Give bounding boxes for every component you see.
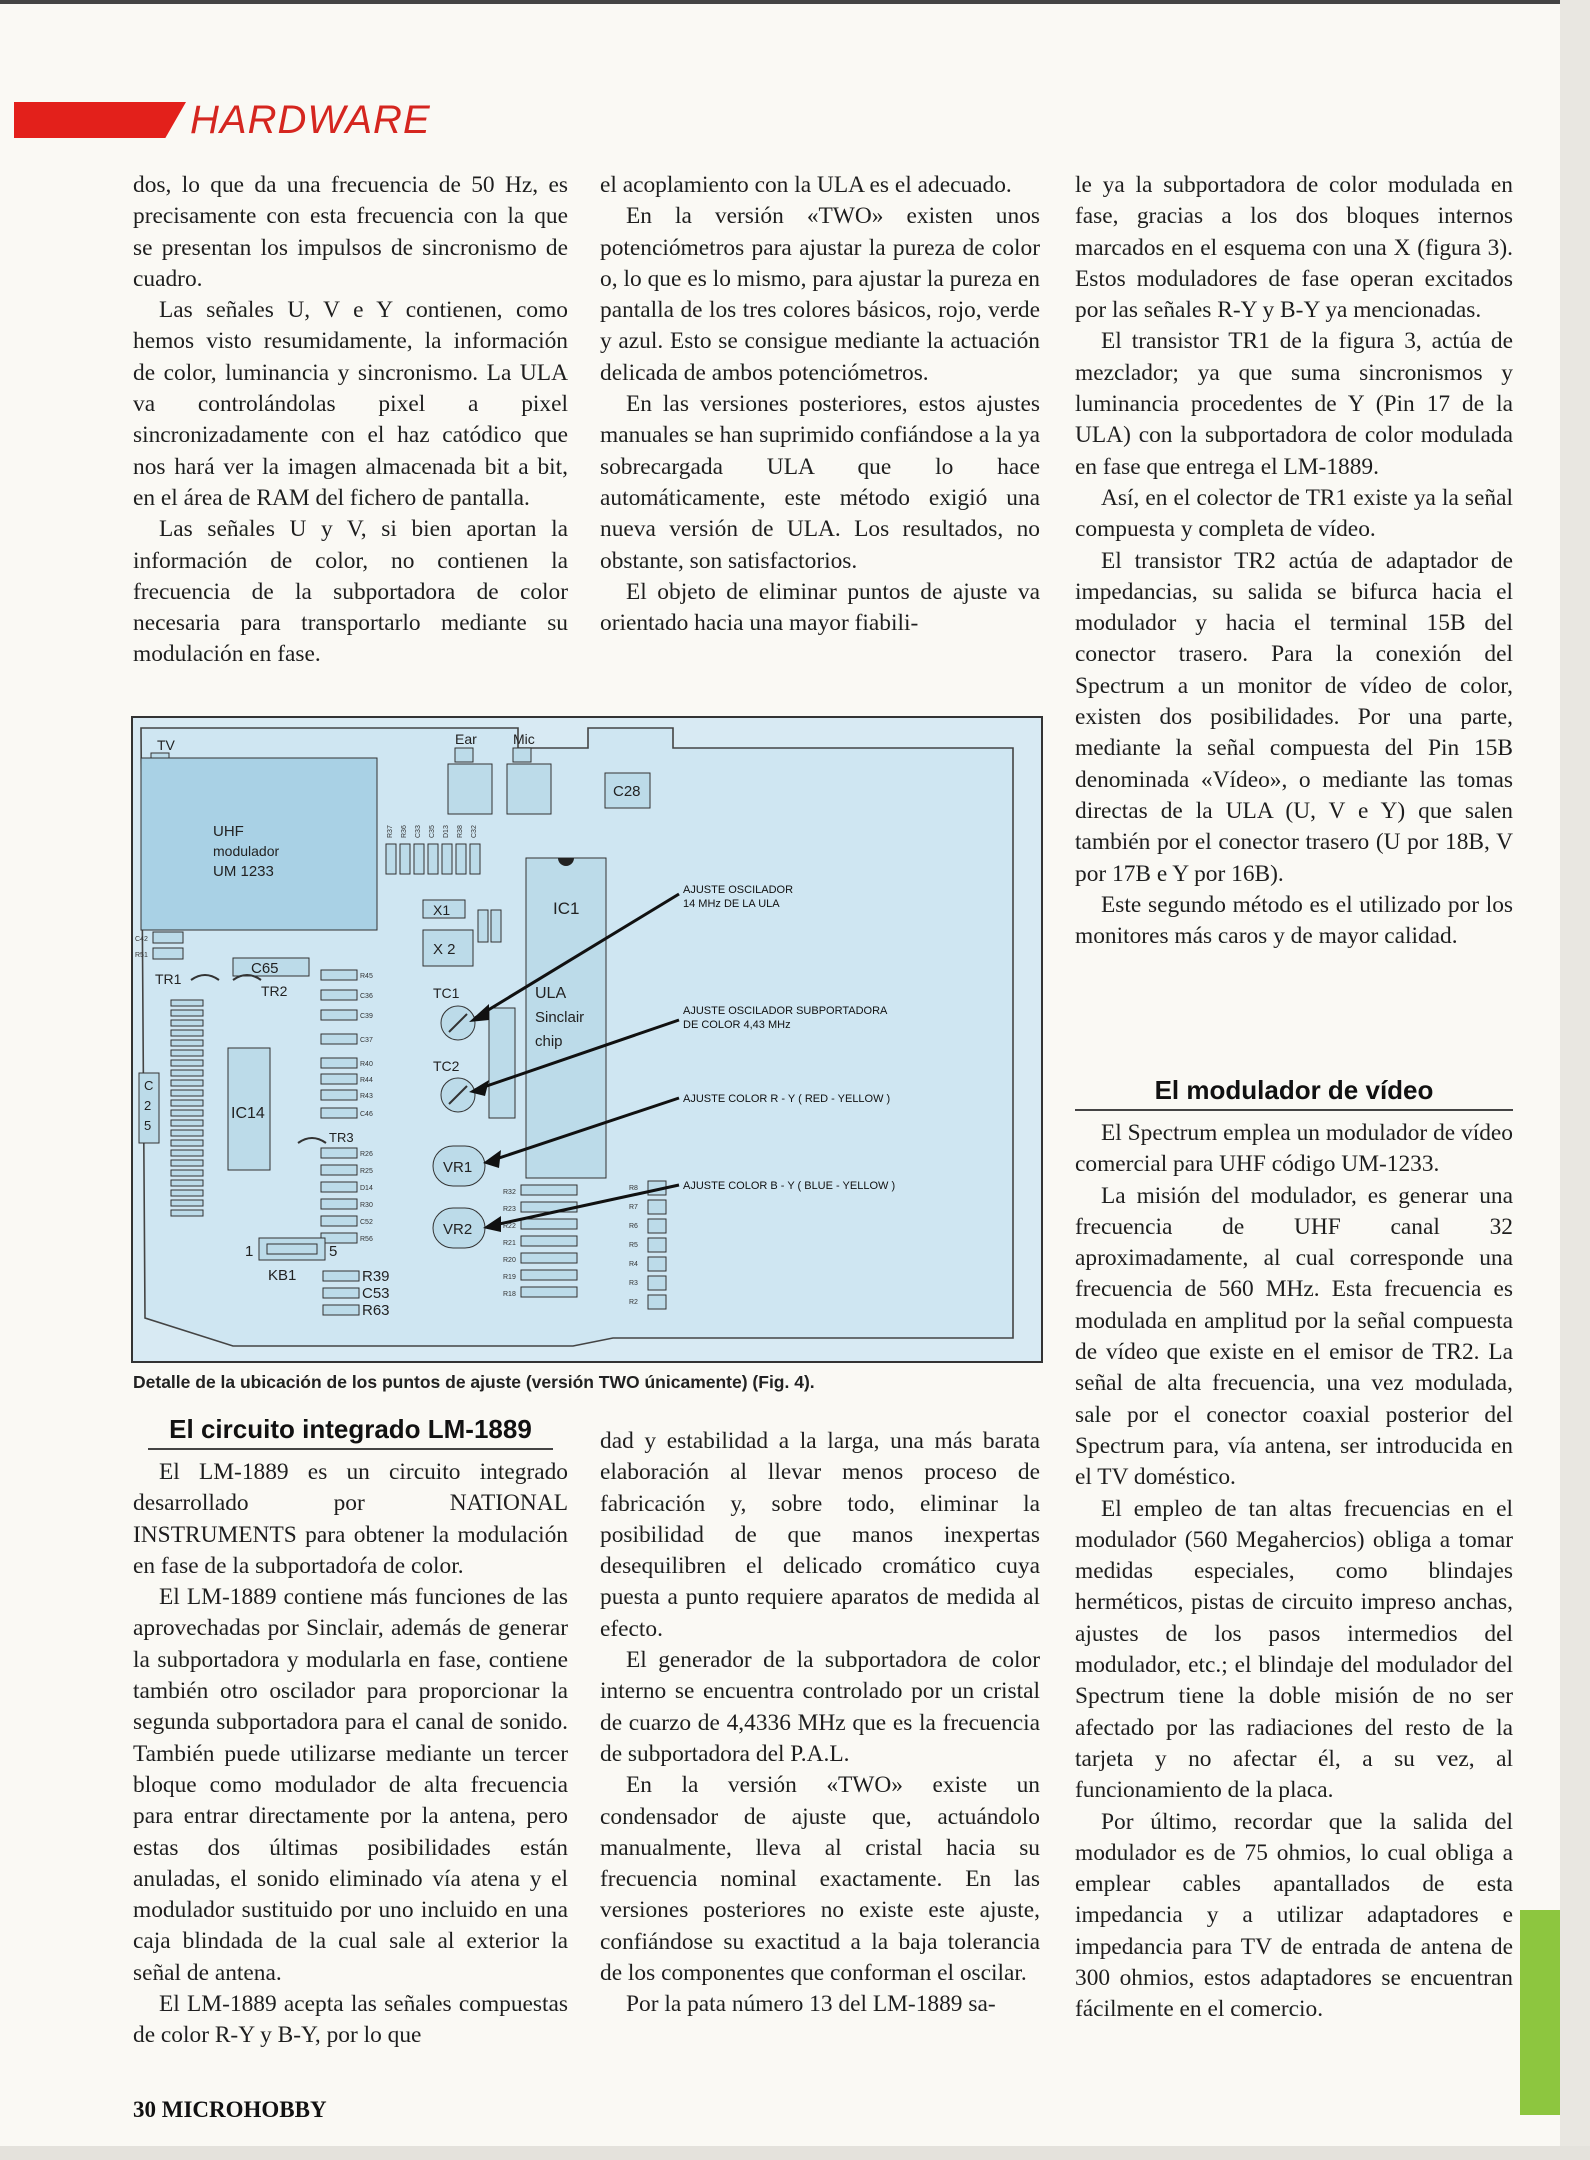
label-r32: R32 xyxy=(503,1189,516,1196)
component-r38 xyxy=(456,844,466,874)
label-c36: C36 xyxy=(360,993,373,1000)
label-tc1: TC1 xyxy=(433,985,460,1001)
label-r37: R37 xyxy=(387,825,394,838)
green-margin-tab xyxy=(1520,1910,1560,2115)
label-x1: X1 xyxy=(433,902,451,918)
paragraph: Las señales U, V e Y contienen, como hemos visto resumidamente, la información de color, luminancia y sincronismo. La ULA va controlándolas pixel a pixel sincronizadamente con el haz catódico que nos hará ver la imagen almacenada bit a bit, en el área de RAM del fichero de pantalla. xyxy=(133,297,568,511)
label-kb1-pin1: 1 xyxy=(245,1243,254,1260)
label-c25-5: 5 xyxy=(144,1118,152,1133)
paragraph: Este segundo método es el utilizado por los monitores más caros y de mayor calidad. xyxy=(1075,891,1513,950)
ear-jack xyxy=(448,764,492,814)
annotation-color-by: AJUSTE COLOR B - Y ( BLUE - YELLOW ) xyxy=(683,1180,896,1192)
label-uhf: UHF xyxy=(213,823,244,840)
page-edge xyxy=(1560,0,1590,2160)
label-r19: R19 xyxy=(503,1274,516,1281)
label-r43: R43 xyxy=(360,1093,373,1100)
paragraph: el acoplamiento con la ULA es el adecuado. xyxy=(600,172,1012,198)
top-border xyxy=(0,0,1590,4)
heading-lm1889: El circuito integrado LM-1889 xyxy=(148,1414,553,1450)
label-r18: R18 xyxy=(503,1291,516,1298)
label-c32: C32 xyxy=(471,825,478,838)
page-footer: 30 MICROHOBBY xyxy=(133,2097,327,2122)
label-r4: R4 xyxy=(629,1261,638,1268)
label-r20: R20 xyxy=(503,1257,516,1264)
keyboard-connector-kb1 xyxy=(259,1238,325,1260)
label-r30: R30 xyxy=(360,1202,373,1209)
label-r5: R5 xyxy=(629,1242,638,1249)
paragraph: El LM-1889 acepta las señales compuestas de color R-Y y B-Y, por lo que xyxy=(133,1991,568,2049)
paragraph: En la versión «TWO» existen unos potenciómetros para ajustar la pureza de color o, lo que es lo mismo, para ajustar la pureza en pantalla de los tres colores básicos, rojo, verde y azul. Esto se consigue mediante la actuación delicada de ambos potenciómetros. xyxy=(600,203,1040,386)
page-bottom-edge xyxy=(0,2146,1590,2160)
component-c33 xyxy=(414,844,424,874)
label-r44: R44 xyxy=(360,1077,373,1084)
resistor-group-right xyxy=(648,1181,666,1309)
component-small-2 xyxy=(491,910,501,942)
paragraph: le ya la subportadora de color modulada en fase, gracias a los dos bloques internos marcados en el esquema con una X (figura 3). Estos moduladores de fase operan excitados por las señales R-Y y B-Y ya mencionadas. xyxy=(1075,172,1513,324)
label-c35: C35 xyxy=(429,825,436,838)
paragraph: En las versiones posteriores, estos ajustes manuales se han suprimido confiándose a la ya sobrecargada ULA que lo hace automáticamente, este método exigió una nueva versión de ULA. Los resultados, no obstante, son satisfactorios. xyxy=(600,391,1040,574)
label-kb1: KB1 xyxy=(268,1267,297,1284)
label-r7: R7 xyxy=(629,1204,638,1211)
label-r36: R36 xyxy=(401,825,408,838)
label-r39: R39 xyxy=(362,1268,390,1285)
column-3-bottom xyxy=(1075,1118,1513,2026)
paragraph: El transistor TR2 actúa de adaptador de impedancias, su salida se bifurca hacia el modulador y hacia el terminal 15B del conector trasero. Para la conexión del Spectrum a un monitor de vídeo de color, existen dos posibilidades. Por una parte, mediante la señal compuesta del Pin 15B denominada «Vídeo», o mediante las tomas directas de la ULA (U, V e Y) que salen también por el conector trasero (U por 18B, V por 17B e Y por 16B). xyxy=(1075,547,1513,887)
label-r45: R45 xyxy=(360,973,373,980)
heading-video-modulator: El modulador de vídeo xyxy=(1075,1075,1513,1111)
label-tv: TV xyxy=(157,737,175,753)
annotation-oscillator-line2: 14 MHz DE LA ULA xyxy=(683,898,780,910)
component-r36 xyxy=(400,844,410,874)
label-r8: R8 xyxy=(629,1185,638,1192)
label-tr1: TR1 xyxy=(155,971,182,987)
paragraph: El objeto de eliminar puntos de ajuste va orientado hacia una mayor fiabili- xyxy=(600,578,1040,637)
label-r38: R38 xyxy=(457,825,464,838)
label-ic1: IC1 xyxy=(553,899,580,918)
ear-socket xyxy=(455,748,473,762)
label-c25-c: C xyxy=(144,1078,154,1093)
label-r51: R51 xyxy=(135,952,148,959)
label-c53: C53 xyxy=(362,1285,390,1302)
column-3-top xyxy=(1075,170,1513,952)
label-tr3: TR3 xyxy=(329,1130,354,1145)
label-ic14: IC14 xyxy=(231,1105,265,1122)
paragraph: El LM-1889 es un circuito integrado desarrollado por NATIONAL INSTRUMENTS para obtener la modulación en fase de la subportadoŕa de color. xyxy=(133,1459,568,1579)
label-r40: R40 xyxy=(360,1061,373,1068)
component-r37 xyxy=(386,844,396,874)
section-label: HARDWARE xyxy=(190,98,431,142)
label-d14: D14 xyxy=(360,1185,373,1192)
paragraph: En la versión «TWO» existe un condensador de ajuste que, actuándolo manualmente, lleva al cristal hacia su frecuencia nominal exactamente. En las versiones posteriores no existe este ajuste, confiándose su exactitud a la baja tolerancia de los componentes que conforman el oscilar. xyxy=(600,1772,1040,1987)
section-color-tab xyxy=(14,102,186,138)
paragraph: dos, lo que da una frecuencia de 50 Hz, es precisamente con esta frecuencia con la que se presentan los impulsos de sincronismo de cuadro. xyxy=(133,172,568,292)
label-c28: C28 xyxy=(613,783,641,800)
label-r26: R26 xyxy=(360,1151,373,1158)
component-c53 xyxy=(323,1288,359,1298)
resistor-group-lower-centre xyxy=(521,1185,577,1297)
label-c52: C52 xyxy=(360,1219,373,1226)
label-r56: R56 xyxy=(360,1236,373,1243)
column-1-top xyxy=(133,170,568,671)
paragraph: La misión del modulador, es generar una frecuencia de UHF canal 32 aproximadamente, al cual corresponde una frecuencia de 560 MHz. Esta frecuencia es modulada en amplitud por la señal compuesta de vídeo que existe en el emisor de TR2. La señal de alta frecuencia, una vez modulada, sale por el conector coaxial posterior del Spectrum para, vía antena, ser introducida en el TV doméstico. xyxy=(1075,1182,1513,1491)
label-tc2: TC2 xyxy=(433,1058,460,1074)
label-chip: chip xyxy=(535,1033,563,1050)
label-c37: C37 xyxy=(360,1037,373,1044)
paragraph: Por la pata número 13 del LM-1889 sa- xyxy=(626,1991,996,2018)
label-x2: X 2 xyxy=(433,941,456,958)
label-r23: R23 xyxy=(503,1206,516,1213)
paragraph: El empleo de tan altas frecuencias en el modulador (560 Megahercios) obliga a tomar medidas especiales, como blindajes herméticos, pistas de circuito impreso anchas, ajustes de los pasos intermedios del modulador, etc.; el blindaje del modulador del Spectrum tiene la doble misión de no ser afectado por las radiaciones del resto de la tarjeta y no afectar él, a su vez, al funcionamiento de la placa. xyxy=(1075,1495,1513,1804)
label-r6: R6 xyxy=(629,1223,638,1230)
label-c65: C65 xyxy=(251,960,279,977)
label-r3: R3 xyxy=(629,1280,638,1287)
label-r63: R63 xyxy=(362,1302,390,1319)
label-r25: R25 xyxy=(360,1168,373,1175)
board-diagram xyxy=(133,718,1041,1361)
component-c42 xyxy=(153,932,183,943)
annotation-color-ry: AJUSTE COLOR R - Y ( RED - YELLOW ) xyxy=(683,1093,891,1105)
label-tr2: TR2 xyxy=(261,983,288,999)
component-d13 xyxy=(442,844,452,874)
label-um1233: UM 1233 xyxy=(213,863,274,880)
label-ear: Ear xyxy=(455,731,477,747)
mic-socket xyxy=(513,748,531,762)
figure-4-board-diagram xyxy=(131,716,1043,1363)
label-vr1: VR1 xyxy=(443,1159,473,1176)
paragraph: dad y estabilidad a la larga, una más barata elaboración al llevar menos proceso de fabricación y, sobre todo, eliminar la posibilidad de que manos inexpertas desequilibren el delicado cromático cuya puesta a punto requiere aparatos de medida al efecto. xyxy=(600,1428,1040,1642)
paragraph: El Spectrum emplea un modulador de vídeo comercial para UHF código UM-1233. xyxy=(1075,1120,1513,1178)
label-kb1-pin5: 5 xyxy=(329,1243,338,1260)
paragraph: Por último, recordar que la salida del modulador es de 75 ohmios, lo cual obliga a emplear cables apantallados de esta impedancia y a utilizar adaptadores e impedancia para TV de entrada de antena de 300 ohmios, estos adaptadores se encuentran fácilmente en el comercio. xyxy=(1075,1808,1513,2023)
label-ula: ULA xyxy=(535,985,567,1002)
label-d13: D13 xyxy=(443,825,450,838)
component-small-1 xyxy=(478,910,488,942)
mic-jack xyxy=(507,764,551,814)
label-c25-2: 2 xyxy=(144,1098,152,1113)
component-r39 xyxy=(323,1271,359,1281)
component-c35 xyxy=(428,844,438,874)
label-mic: Mic xyxy=(513,731,535,747)
label-c42: C42 xyxy=(135,936,148,943)
label-r22: R22 xyxy=(503,1223,516,1230)
component-tall xyxy=(489,1008,515,1118)
label-sinclair: Sinclair xyxy=(535,1009,585,1026)
column-1-bottom xyxy=(133,1457,568,2052)
label-modulador: modulador xyxy=(213,843,280,859)
figure-caption: Detalle de la ubicación de los puntos de ajuste (versión TWO únicamente) (Fig. 4). xyxy=(133,1372,815,1392)
label-c46: C46 xyxy=(360,1111,373,1118)
column-2-top xyxy=(600,170,1040,639)
paragraph: El generador de la subportadora de color interno se encuentra controlado por un cristal de cuarzo de 4,4336 MHz que es la frecuencia de subportadora del P.A.L. xyxy=(600,1647,1040,1767)
label-vr2: VR2 xyxy=(443,1221,473,1238)
paragraph: Las señales U y V, si bien aportan la información de color, no contienen la frecuencia de la subportadora de color necesaria para transportarlo mediante su modulación en fase. xyxy=(133,516,568,668)
annotation-subcarrier-line2: DE COLOR 4,43 MHz xyxy=(683,1019,791,1031)
label-r21: R21 xyxy=(503,1240,516,1247)
label-r2: R2 xyxy=(629,1299,638,1306)
label-c39: C39 xyxy=(360,1013,373,1020)
label-c33: C33 xyxy=(415,825,422,838)
annotation-subcarrier-line1: AJUSTE OSCILADOR SUBPORTADORA xyxy=(683,1005,888,1017)
paragraph: Así, en el colector de TR1 existe ya la señal compuesta y completa de vídeo. xyxy=(1075,484,1513,543)
paragraph: El LM-1889 contiene más funciones de las aprovechadas por Sinclair, además de generar la subportadora y modularla en fase, contiene también otro oscilador para proporcionar la segunda subportadora para el canal de sonido. También puede utilizarse mediante un tercer bloque como modulador de alta frecuencia para entrar directamente por la antena, pero estas dos últimas posibilidades están anuladas, el sonido eliminado vía atena y el modulador sustituido por uno incluido en una caja blindada de la cual sale al exterior la señal de antena. xyxy=(133,1584,568,1986)
paragraph: El transistor TR1 de la figura 3, actúa de mezclador; ya que suma sincronismos y luminancia procedentes de Y (Pin 17 de la ULA) con la subportadora de color modulada en fase que entrega el LM-1889. xyxy=(1075,328,1513,480)
annotation-oscillator-line1: AJUSTE OSCILADOR xyxy=(683,884,794,896)
component-c32 xyxy=(470,844,480,874)
component-r51 xyxy=(153,948,183,959)
column-2-bottom xyxy=(600,1426,1040,2021)
component-r63 xyxy=(323,1305,359,1315)
